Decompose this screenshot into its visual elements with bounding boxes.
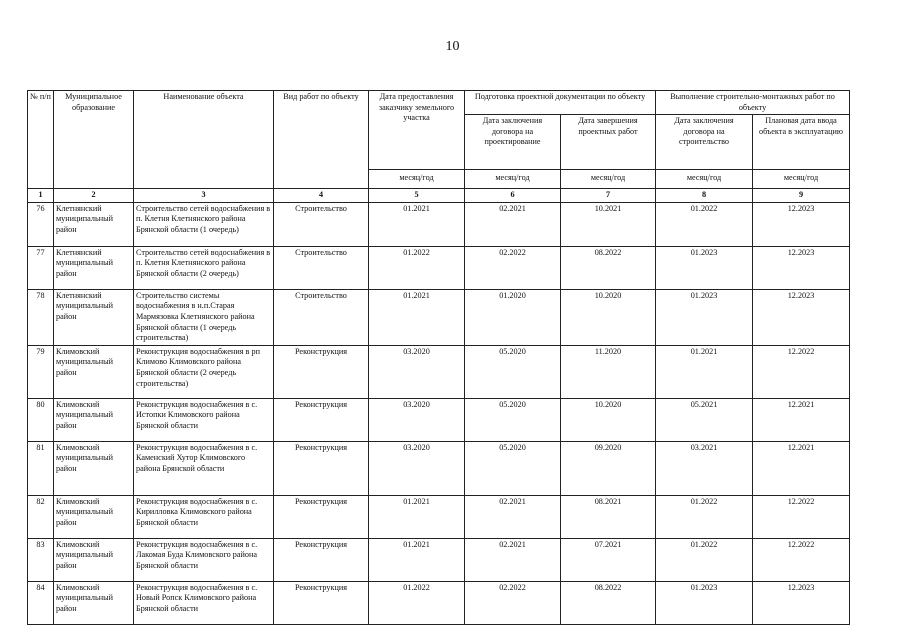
row-construction-contract-date: 01.2022 bbox=[656, 538, 753, 581]
row-object-name: Реконструкция водоснабжения в с. Лакомая Буда Климовского района Брянской области bbox=[134, 538, 274, 581]
header-design-end-date: Дата завершения проектных работ bbox=[561, 115, 656, 170]
row-commissioning-date: 12.2022 bbox=[753, 495, 850, 538]
row-design-contract-date: 02.2021 bbox=[465, 495, 561, 538]
row-commissioning-date: 12.2023 bbox=[753, 581, 850, 624]
row-land-date: 01.2021 bbox=[369, 289, 465, 345]
row-construction-contract-date: 01.2022 bbox=[656, 495, 753, 538]
column-number: 4 bbox=[274, 189, 369, 203]
row-land-date: 01.2022 bbox=[369, 581, 465, 624]
row-work-type: Реконструкция bbox=[274, 398, 369, 441]
row-construction-contract-date: 01.2023 bbox=[656, 581, 753, 624]
page-number: 10 bbox=[445, 39, 460, 54]
row-commissioning-date: 12.2023 bbox=[753, 289, 850, 345]
row-design-end-date: 09.2020 bbox=[561, 441, 656, 495]
unit-label: месяц/год bbox=[369, 170, 465, 189]
row-construction-contract-date: 01.2022 bbox=[656, 202, 753, 246]
row-design-contract-date: 05.2020 bbox=[465, 441, 561, 495]
column-number: 9 bbox=[753, 189, 850, 203]
header-design-group: Подготовка проектной документации по объекту bbox=[465, 91, 656, 115]
row-construction-contract-date: 01.2023 bbox=[656, 289, 753, 345]
header-object-name: Наименование объекта bbox=[134, 91, 274, 189]
row-municipality: Климовский муниципальный район bbox=[54, 581, 134, 624]
row-design-contract-date: 02.2022 bbox=[465, 581, 561, 624]
row-design-end-date: 11.2020 bbox=[561, 345, 656, 398]
row-commissioning-date: 12.2021 bbox=[753, 398, 850, 441]
row-object-name: Реконструкция водоснабжения в с. Каменский Хутор Климовского района Брянской области bbox=[134, 441, 274, 495]
header-design-contract-date: Дата заключения договора на проектирование bbox=[465, 115, 561, 170]
row-design-contract-date: 05.2020 bbox=[465, 398, 561, 441]
row-municipality: Климовский муниципальный район bbox=[54, 398, 134, 441]
row-object-name: Реконструкция водоснабжения в с. Новый Ропск Климовского района Брянской области bbox=[134, 581, 274, 624]
table-row bbox=[28, 538, 850, 581]
row-design-contract-date: 02.2021 bbox=[465, 538, 561, 581]
row-land-date: 01.2021 bbox=[369, 202, 465, 246]
unit-label: месяц/год bbox=[656, 170, 753, 189]
row-object-name: Строительство сетей водоснабжения в п. Клетня Клетнянского района Брянской области (2 очередь) bbox=[134, 246, 274, 289]
row-number: 78 bbox=[28, 289, 54, 345]
row-commissioning-date: 12.2021 bbox=[753, 441, 850, 495]
column-number: 6 bbox=[465, 189, 561, 203]
table-row bbox=[28, 398, 850, 441]
column-number: 1 bbox=[28, 189, 54, 203]
table-row bbox=[28, 581, 850, 624]
row-number: 77 bbox=[28, 246, 54, 289]
column-number: 8 bbox=[656, 189, 753, 203]
row-work-type: Реконструкция bbox=[274, 441, 369, 495]
row-object-name: Реконструкция водоснабжения в рп Климово Климовского района Брянской области (2 очередь строительства) bbox=[134, 345, 274, 398]
row-municipality: Клетнянский муниципальный район bbox=[54, 246, 134, 289]
row-design-end-date: 10.2020 bbox=[561, 289, 656, 345]
row-municipality: Климовский муниципальный район bbox=[54, 538, 134, 581]
header-construction-contract-date: Дата заключения договора на строительство bbox=[656, 115, 753, 170]
row-design-end-date: 08.2022 bbox=[561, 581, 656, 624]
row-design-end-date: 07.2021 bbox=[561, 538, 656, 581]
row-object-name: Строительство системы водоснабжения в н.п.Старая Мармязовка Клетнянского района Брянской области (1 очередь строительства) bbox=[134, 289, 274, 345]
row-commissioning-date: 12.2022 bbox=[753, 345, 850, 398]
row-number: 83 bbox=[28, 538, 54, 581]
row-work-type: Строительство bbox=[274, 246, 369, 289]
row-commissioning-date: 12.2022 bbox=[753, 538, 850, 581]
table-row bbox=[28, 202, 850, 246]
row-construction-contract-date: 01.2023 bbox=[656, 246, 753, 289]
unit-label: месяц/год bbox=[753, 170, 850, 189]
row-number: 84 bbox=[28, 581, 54, 624]
row-land-date: 03.2020 bbox=[369, 441, 465, 495]
header-construction-group: Выполнение строительно-монтажных работ по объекту bbox=[656, 91, 850, 115]
row-number: 79 bbox=[28, 345, 54, 398]
header-row-1 bbox=[28, 91, 850, 115]
row-work-type: Реконструкция bbox=[274, 345, 369, 398]
row-design-contract-date: 05.2020 bbox=[465, 345, 561, 398]
row-construction-contract-date: 05.2021 bbox=[656, 398, 753, 441]
row-design-contract-date: 02.2021 bbox=[465, 202, 561, 246]
row-number: 82 bbox=[28, 495, 54, 538]
row-municipality: Климовский муниципальный район bbox=[54, 495, 134, 538]
row-land-date: 03.2020 bbox=[369, 345, 465, 398]
row-design-end-date: 08.2021 bbox=[561, 495, 656, 538]
row-work-type: Реконструкция bbox=[274, 495, 369, 538]
table-row bbox=[28, 495, 850, 538]
header-municipality: Муниципальное образование bbox=[54, 91, 134, 189]
table-row bbox=[28, 246, 850, 289]
row-land-date: 01.2021 bbox=[369, 495, 465, 538]
table-row bbox=[28, 345, 850, 398]
row-number: 76 bbox=[28, 202, 54, 246]
row-municipality: Клетнянский муниципальный район bbox=[54, 289, 134, 345]
row-land-date: 01.2021 bbox=[369, 538, 465, 581]
row-number: 80 bbox=[28, 398, 54, 441]
table-row bbox=[28, 441, 850, 495]
row-construction-contract-date: 01.2021 bbox=[656, 345, 753, 398]
header-number: № п/п bbox=[28, 91, 54, 189]
column-number: 3 bbox=[134, 189, 274, 203]
row-object-name: Реконструкция водоснабжения в с. Кирилловка Климовского района Брянской области bbox=[134, 495, 274, 538]
row-number: 81 bbox=[28, 441, 54, 495]
row-design-end-date: 08.2022 bbox=[561, 246, 656, 289]
column-number: 2 bbox=[54, 189, 134, 203]
column-number: 5 bbox=[369, 189, 465, 203]
row-municipality: Климовский муниципальный район bbox=[54, 345, 134, 398]
schedule-table bbox=[27, 90, 850, 625]
row-land-date: 03.2020 bbox=[369, 398, 465, 441]
row-design-end-date: 10.2020 bbox=[561, 398, 656, 441]
table-row bbox=[28, 289, 850, 345]
row-design-contract-date: 02.2022 bbox=[465, 246, 561, 289]
row-design-end-date: 10.2021 bbox=[561, 202, 656, 246]
row-municipality: Климовский муниципальный район bbox=[54, 441, 134, 495]
row-commissioning-date: 12.2023 bbox=[753, 202, 850, 246]
header-land-date: Дата предоставления заказчику земельного участка bbox=[369, 91, 465, 170]
row-land-date: 01.2022 bbox=[369, 246, 465, 289]
row-work-type: Реконструкция bbox=[274, 538, 369, 581]
header-commissioning-date: Плановая дата ввода объекта в эксплуатацию bbox=[753, 115, 850, 170]
row-commissioning-date: 12.2023 bbox=[753, 246, 850, 289]
row-work-type: Реконструкция bbox=[274, 581, 369, 624]
unit-label: месяц/год bbox=[561, 170, 656, 189]
row-object-name: Реконструкция водоснабжения в с. Истопки Климовского района Брянской области bbox=[134, 398, 274, 441]
row-construction-contract-date: 03.2021 bbox=[656, 441, 753, 495]
row-municipality: Клетнянский муниципальный район bbox=[54, 202, 134, 246]
row-work-type: Строительство bbox=[274, 289, 369, 345]
column-number: 7 bbox=[561, 189, 656, 203]
row-work-type: Строительство bbox=[274, 202, 369, 246]
row-design-contract-date: 01.2020 bbox=[465, 289, 561, 345]
unit-label: месяц/год bbox=[465, 170, 561, 189]
row-object-name: Строительство сетей водоснабжения в п. Клетня Клетнянского района Брянской области (1 очередь) bbox=[134, 202, 274, 246]
column-numbers-row bbox=[28, 189, 850, 203]
header-work-type: Вид работ по объекту bbox=[274, 91, 369, 189]
